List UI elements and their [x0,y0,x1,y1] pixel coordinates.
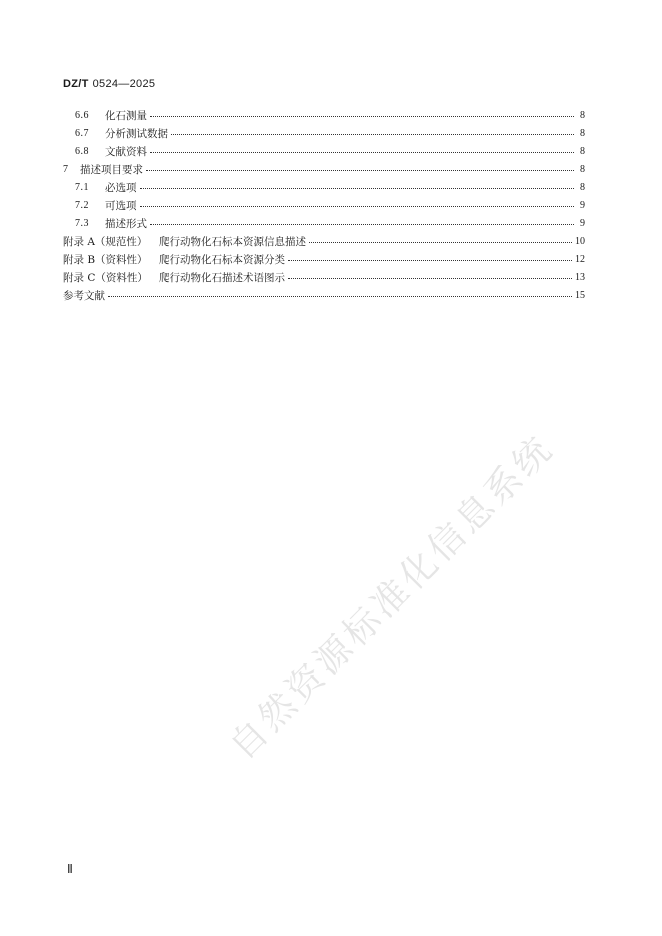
toc-entry[interactable] [63,196,585,214]
toc-dot-leader [288,259,572,261]
toc-page-number: 9 [580,199,585,211]
toc-dot-leader [140,205,575,207]
toc-entry-title: 必选项 [105,181,137,194]
toc-page-number: 13 [575,271,585,283]
toc-entry-title: 分析测试数据 [105,127,168,140]
toc-entry-title: 可选项 [105,199,137,212]
toc-page-number: 15 [575,289,585,301]
toc-page-number: 12 [575,253,585,265]
standard-number: 0524—2025 [92,78,156,90]
toc-entry[interactable] [63,268,585,286]
toc-entry[interactable] [63,142,585,160]
toc-dot-leader [146,169,574,171]
toc-entry-number: 6.7 [75,127,89,139]
table-of-contents [63,106,585,304]
toc-entry-title: 描述项目要求 [80,163,143,176]
toc-entry-number: 7.3 [75,217,89,229]
toc-entry[interactable] [63,232,585,250]
toc-dot-leader [150,115,574,117]
toc-appendix-label: 附录 C（资料性） [63,271,148,284]
toc-page-number: 8 [580,181,585,193]
toc-appendix-label: 附录 B（资料性） [63,253,148,266]
toc-entry[interactable] [63,160,585,178]
toc-entry-number: 7.2 [75,199,89,211]
toc-page-number: 8 [580,163,585,175]
toc-dot-leader [150,223,574,225]
toc-entry-title: 文献资料 [105,145,147,158]
toc-entry[interactable] [63,106,585,124]
toc-entry-title: 描述形式 [105,217,147,230]
standard-code: DZ/T [63,78,89,90]
toc-dot-leader [171,133,574,135]
toc-page-number: 10 [575,235,585,247]
toc-entry[interactable] [63,250,585,268]
toc-entry-number: 7.1 [75,181,89,193]
toc-dot-leader [309,241,572,243]
toc-entry-title: 爬行动物化石描述术语图示 [159,271,285,284]
toc-appendix-label: 附录 A（规范性） [63,235,148,248]
toc-page-number: 8 [580,127,585,139]
toc-entry-number: 6.6 [75,109,89,121]
toc-entry-title: 化石测量 [105,109,147,122]
toc-page-number: 9 [580,217,585,229]
toc-dot-leader [150,151,574,153]
toc-entry[interactable] [63,178,585,196]
toc-entry-number: 7 [63,163,69,175]
toc-entry-title: 参考文献 [63,289,105,302]
toc-entry[interactable] [63,286,585,304]
toc-entry-number: 6.8 [75,145,89,157]
toc-page-number: 8 [580,145,585,157]
toc-page-number: 8 [580,109,585,121]
toc-dot-leader [288,277,572,279]
toc-entry-title: 爬行动物化石标本资源信息描述 [159,235,306,248]
toc-entry-title: 爬行动物化石标本资源分类 [159,253,285,266]
watermark: 自然资源标准化信息系统 [222,427,563,768]
page-number: Ⅱ [67,862,73,876]
toc-entry[interactable] [63,124,585,142]
toc-dot-leader [108,295,572,297]
document-header [63,78,155,90]
toc-entry[interactable] [63,214,585,232]
toc-dot-leader [140,187,575,189]
